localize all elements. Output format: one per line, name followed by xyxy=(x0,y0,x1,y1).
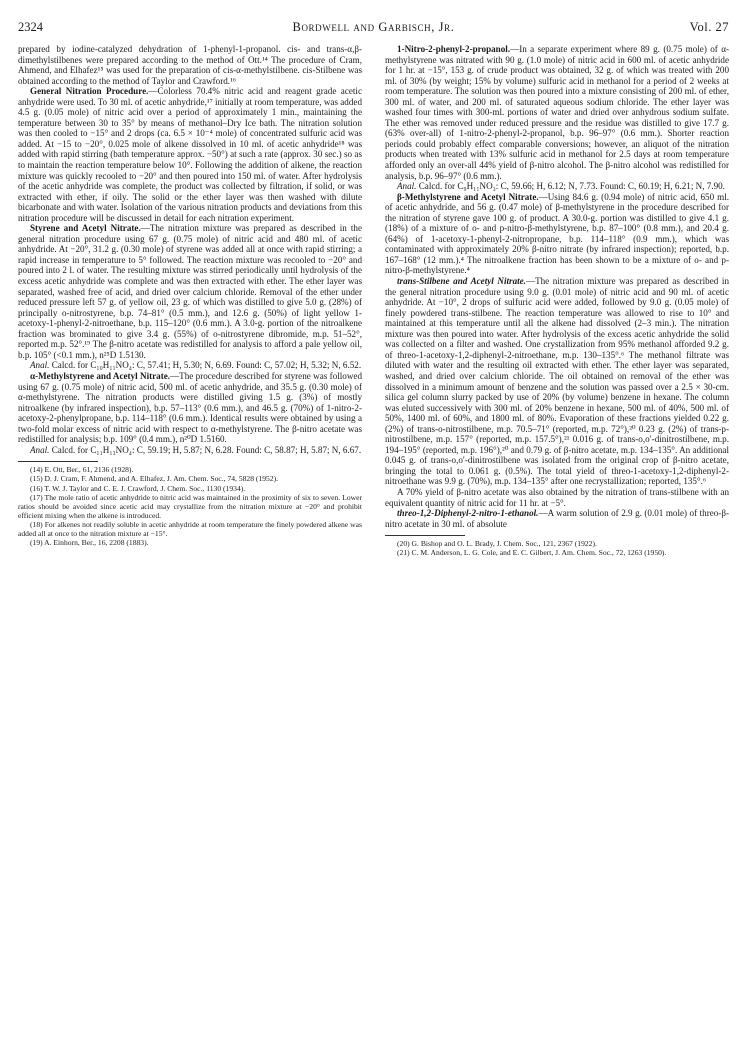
volume-label: Vol. 27 xyxy=(689,20,729,34)
paragraph xyxy=(18,360,362,371)
paragraph xyxy=(18,223,362,360)
paragraph-text: —Colorless 70.4% nitric acid and reagent grade acetic anhydride were used. To 30 ml. of acetic anhydride,¹⁷ initially at room temperature, was added 4.5 g. (0.05 mole) of nitric acid over a period of approximately 1 min., maintaining the temperature between 30 to 35° by means of methanol–Dry Ice bath. The nitration solution was then cooled to −15° and 2 drops (ca. 6.5 × 10⁻⁴ mole) of concentrated sulfuric acid was added. At −15 to −20°, 0.025 mole of alkene dissolved in 10 ml. of acetic anhydride¹⁸ was added with rapid stirring (bath temperature approx. −50°) at such a rate (approx. 30 sec.) so as to maintain the reaction temperature below 10°. Following the addition of alkene, the reaction mixture was quickly recooled to −20° and then poured into 150 ml. of water. After hydrolysis of the acetic anhydride was complete, the product was collected by filtration, if solid, or was extracted with ether, if oily. The solid or the ether layer was then washed with dilute bicarbonate and with water. Isolation of the various nitration products and deviations from this nitration procedure will be discussed in detail for each nitration experiment. xyxy=(18,86,362,223)
anal-label: Anal. xyxy=(30,444,50,455)
paragraph-text: Calcd. for C₁₀H₁₁NO₄: C, 57.41; H, 5.30; N, 6.69. Found: C, 57.02; H, 5.32; N, 6.52. xyxy=(49,360,362,371)
anal-label: Anal. xyxy=(30,360,50,371)
journal-page xyxy=(18,20,729,558)
paragraph: A 70% yield of β-nitro acetate was also obtained by the nitration of trans-stilbene with an equivalent quantity of nitric acid for 11 hr. at −5°. xyxy=(385,486,729,508)
footnote-rule xyxy=(385,535,465,536)
paragraph xyxy=(385,181,729,192)
section-heading: General Nitration Procedure. xyxy=(30,86,149,97)
paragraph xyxy=(385,276,729,487)
paragraph xyxy=(385,192,729,276)
paragraph xyxy=(18,86,362,223)
page-header xyxy=(18,20,729,36)
paragraph: prepared by iodine-catalyzed dehydration of 1-phenyl-1-propanol. cis- and trans-α,β-dimethylstilbenes were prepared according to the method of Ott.¹⁴ The procedure of Cram, Ahmend, and Elhafez¹⁵ was used for the preparation of cis-α-methylstilbene. cis-Stilbene was obtained according to the method of Taylor and Crawford.¹⁶ xyxy=(18,44,362,86)
footnote-rule xyxy=(18,461,98,462)
running-title: Bordwell and Garbisch, Jr. xyxy=(292,20,455,34)
paragraph xyxy=(18,371,362,445)
section-heading: 1-Nitro-2-phenyl-2-propanol. xyxy=(397,44,511,54)
paragraph-text: —The nitration mixture was prepared as described in the general nitration procedure using 67 g. (0.75 mole) of nitric acid and 480 ml. of acetic anhydride. At −20°, 31.2 g. (0.30 mole) of styrene was added all at once with rapid stirring; a rapid increase in temperature to 5° followed. The reaction mixture was recooled to −20° and poured into 2 l. of water. The resulting mixture was stirred periodically until hydrolysis of the excess acetic anhydride was complete and was then extracted with ether. The ether layer was separated, washed free of acid, and dried over calcium chloride. Removal of the ether under reduced pressure left 57 g. of yellow oil, 23 g. of which was distilled to give 5.0 g. (28%) of principally o-nitrostyrene, b.p. 74–81° (0.5 mm.), and 12.6 g. (50%) of light yellow 1-acetoxy-1-phenyl-2-nitroethane, b.p. 115–120° (0.6 mm.). A 3.0-g. portion of the nitroalkene fraction was brominated to give 3.4 g. (55%) of o-nitrostyrene dibromide, m.p. 51–52°, reported m.p. 52°.¹⁹ The β-nitro acetate was redistilled for analysis to afford a pale yellow oil, b.p. 105° (<0.1 mm.), n²⁵D 1.5130. xyxy=(18,223,362,360)
anal-label: Anal. xyxy=(397,181,417,192)
paragraph-text: Calcd. for C₁₁H₁₃NO₄: C, 59.19; H, 5.87; N, 6.28. Found: C, 58.87; H, 5.87; N, 6.67. xyxy=(49,444,362,455)
section-heading: threo-1,2-Diphenyl-2-nitro-1-ethanol. xyxy=(397,508,539,519)
paragraph xyxy=(385,44,729,181)
paragraph-text: —A warm solution of 2.9 g. (0.01 mole) of threo-β-nitro acetate in 30 ml. of absolute xyxy=(385,508,729,529)
paragraph-text: Calcd. for C₉H₁₁NO₃: C, 59.66; H, 6.12; N, 7.73. Found: C, 60.19; H, 6.21; N, 7.90. xyxy=(416,181,725,192)
footnote: (21) C. M. Anderson, L. G. Cole, and E. C. Gilbert, J. Am. Chem. Soc., 72, 1263 (1950). xyxy=(397,548,667,558)
paragraph xyxy=(385,508,729,529)
section-heading: β-Methylstyrene and Acetyl Nitrate. xyxy=(397,191,539,202)
section-heading: α-Methylstyrene and Acetyl Nitrate. xyxy=(30,370,171,381)
page-number: 2324 xyxy=(18,20,43,34)
footnote: (20) G. Bishop and O. L. Brady, J. Chem. Soc., 121, 2367 (1922). xyxy=(397,539,597,549)
footnote: (16) T. W. J. Taylor and C. E. J. Crawford, J. Chem. Soc., 1130 (1934). xyxy=(30,483,246,493)
paragraph xyxy=(18,445,362,456)
paragraph-text: —The procedure described for styrene was followed using 67 g. (0.75 mole) of nitric acid, 500 ml. of acetic anhydride, and 35.5 g. (0.30 mole) of α-methylstyrene. The nitration products were distilled giving 1.5 g. (3%) of mostly nitroalkene (by infrared inspection), b.p. 57–113° (0.6 mm.), and 46.5 g. (70%) of 1-nitro-2-acetoxy-2-phenylpropane, b.p. 114–118° (0.6 mm.). Identical results were obtained by using a two-fold molar excess of nitric acid with respect to α-methylstyrene. The β-nitro acetate was redistilled for analysis; b.p. 109° (0.4 mm.), n²⁰D 1.5160. xyxy=(18,370,362,445)
paragraph-text: —In a separate experiment where 89 g. (0.75 mole) of α-methylstyrene was nitrated with 90 g. (1.0 mole) of nitric acid in 600 ml. of acetic anhydride for 1 hr. at −15°, 153 g. of crude product was obtained, 32 g. of which was treated with 200 ml. of 30% (by weight; 15% by volume) sulfuric acid in methanol for a period of 2 weeks at room temperature. The solution was then poured into a mixture consisting of 200 ml. of ether, 300 ml. of water, and 200 ml. of saturated aqueous sodium chloride. The ether layer was washed four times with 300-ml. portions of water and dried over anhydrous sodium sulfate. The ether was removed under reduced pressure and the residue was distilled to give 17.7 g. (63% over-all) of 1-nitro-2-phenyl-2-propanol, b.p. 96–97° (0.6 mm.). Shorter reaction periods could probably effect comparable conversions; however, an aliquot of the nitration products when treated with 13% sulfuric acid in methanol for 2.5 days at room temperature afforded only an over-all 44% yield of β-nitro alcohol. The β-nitro alcohol was redistilled for analysis, b.p. 96–97° (0.6 mm.). xyxy=(385,44,729,181)
footnote: (19) A. Einhorn, Ber., 16, 2208 (1883). xyxy=(30,538,149,548)
paragraph-text: —The nitration mixture was prepared as described in the general nitration procedure using 9.0 g. (0.01 mole) of nitric acid and 90 ml. of acetic anhydride. At −10°, 2 drops of sulfuric acid were added, followed by 9.0 g. (0.05 mole) of finely powdered trans-stilbene. The reaction temperature was allowed to rise to 10° and maintained at this temperature until all the alkene had dissolved (2–3 min.). The nitration mixture was then poured into water. After hydrolysis of the excess acetic anhydride the solid was collected on a filter and washed. One crystallization from 95% methanol afforded 9.2 g. of threo-1-acetoxy-1,2-diphenyl-2-nitroethane, m.p. 130–135°.⁶ The methanol filtrate was diluted with water and the resulting oil extracted with ether. The ether layer was separated, washed, and dried over calcium chloride. The oil obtained on removal of the ether was dissolved in a minimum amount of benzene and the solution was passed over a 2.5 × 30-cm. silica gel column slurry packed by use of 20% (by volume) benzene in hexane. The column was eluted successively with 300 ml. of 20% benzene in hexane, 500 ml. of 40%, 500 ml. of 50%, 1400 ml. of 60%, and 1800 ml. of 80%. Evaporation of these fractions yielded 0.22 g. (2%) of trans-o-nitrostilbene, m.p. 70.5–71° (reported, m.p. 72°),²⁰ 0.23 g. (2%) of trans-p-nitrostilbene, m.p. 157° (reported, m.p. 157.5°),²¹ 0.016 g. of trans-o,o′-dinitrostilbene, m.p. 194–195° (reported, m.p. 196°),²⁰ and 0.79 g. of β-nitro acetate, m.p. 134–135°. An additional 0.045 g. of trans-o,o′-dinitrostilbene was isolated from the original crop of β-nitro acetate, bringing the total to 0.061 g. (0.5%). The total yield of threo-1-acetoxy-1,2-diphenyl-2-nitroethane was 9.9 g. (70%), m.p. 134–135° after one recrystallization; reported, 135°.⁶ xyxy=(385,276,729,487)
footnote: (17) The mole ratio of acetic anhydride to nitric acid was maintained in the proximity of six to seven. Lower ratios should be avoided since acetic acid may crystallize from the nitration mixture at −20° and prohibit efficient mixing when the alkene is introduced. xyxy=(18,492,362,520)
paragraph-text: —Using 84.6 g. (0.94 mole) of nitric acid, 650 ml. of acetic anhydride, and 56 g. (0.47 mole) of β-methylstyrene in the procedure described for the nitration of styrene gave 100 g. of product. A 30.0-g. portion was distilled to give 4.1 g. (18%) of a mixture of o- and p-nitro-β-methylstyrene, b.p. 87–100° (0.8 mm.), and 20.4 g. (64%) of 1-acetoxy-1-phenyl-2-nitropropane, b.p. 114–118° (0.9 mm.), which was contaminated with approximately 20% β-nitro nitrate (by infrared inspection); reported, b.p. 167–168° (12 mm.).⁴ The nitroalkene fraction has been shown to be a mixture of o- and p-nitro-β-methylstyrene.⁴ xyxy=(385,191,729,276)
right-column xyxy=(385,44,729,557)
footnote: (14) E. Ott, Ber., 61, 2136 (1928). xyxy=(30,465,134,475)
footnote: (18) For alkenes not readily soluble in acetic anhydride at room temperature the finely powdered alkene was added all at once to the nitration mixture at −15°. xyxy=(18,519,362,538)
section-heading: trans-Stilbene and Acetyl Nitrate. xyxy=(397,276,526,287)
left-column xyxy=(18,44,362,547)
footnote: (15) D. J. Cram, F. Ahmend, and A. Elhafez, J. Am. Chem. Soc., 74, 5828 (1952). xyxy=(30,474,279,484)
section-heading: Styrene and Acetyl Nitrate. xyxy=(30,223,141,234)
